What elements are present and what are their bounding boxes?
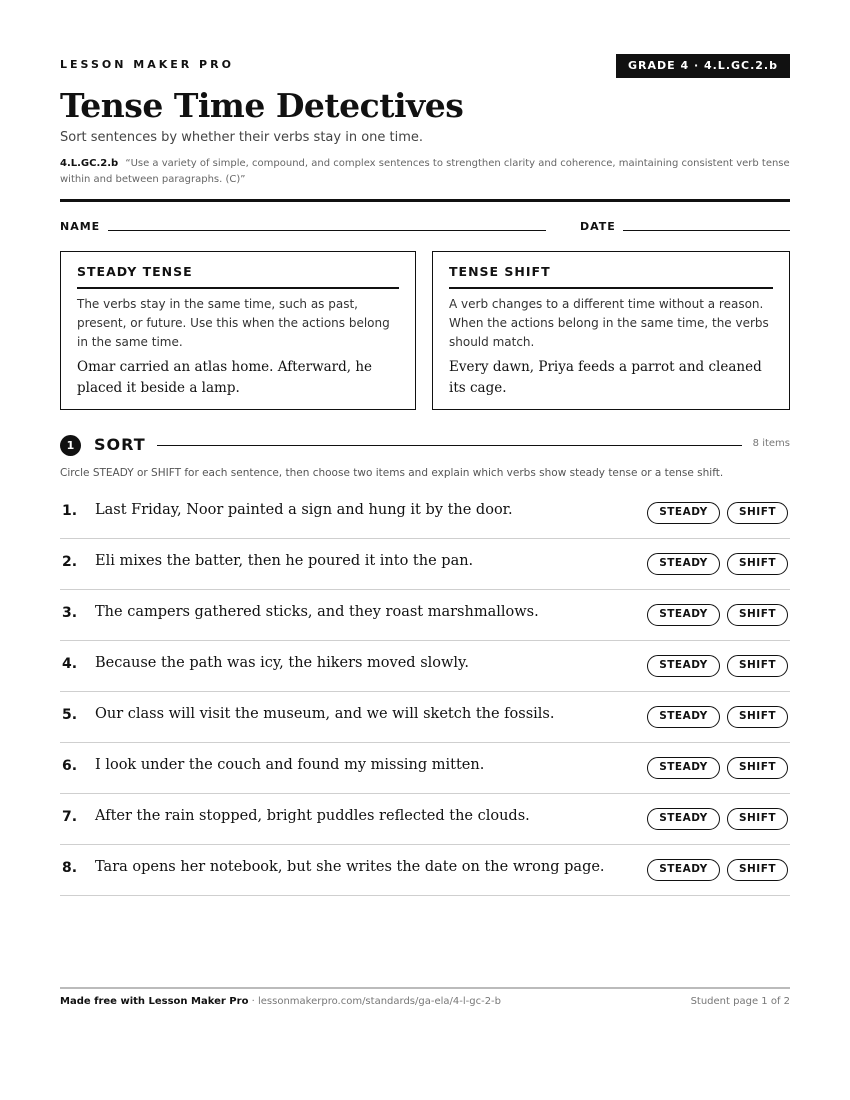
section-title: SORT xyxy=(94,435,146,454)
box-description: A verb changes to a different time without a reason. When the actions belong in the same time, the verbs should match. xyxy=(449,297,769,349)
sort-item xyxy=(60,692,790,743)
footer-url[interactable]: · lessonmakerpro.com/standards/ga-ela/4-l-gc-2-b xyxy=(248,996,502,1007)
sort-item xyxy=(60,641,790,692)
item-sentence: Eli mixes the batter, then he poured it into the pan. xyxy=(95,553,474,569)
sort-item xyxy=(60,488,790,539)
box-divider xyxy=(77,287,399,289)
shift-choice[interactable]: SHIFT xyxy=(727,604,788,626)
sort-item xyxy=(60,794,790,845)
shift-choice[interactable]: SHIFT xyxy=(727,757,788,779)
steady-choice[interactable]: STEADY xyxy=(647,706,720,728)
box-example: Every dawn, Priya feeds a parrot and cleaned its cage. xyxy=(449,359,762,396)
name-date-row xyxy=(60,219,790,235)
shift-choice[interactable]: SHIFT xyxy=(727,706,788,728)
item-sentence: Tara opens her notebook, but she writes the date on the wrong page. xyxy=(95,859,605,875)
standard-statement xyxy=(60,156,790,188)
steady-choice[interactable]: STEADY xyxy=(647,808,720,830)
steady-choice[interactable]: STEADY xyxy=(647,859,720,881)
date-field[interactable] xyxy=(623,230,790,231)
tense-shift-box xyxy=(432,251,790,410)
steady-choice[interactable]: STEADY xyxy=(647,655,720,677)
item-sentence: Because the path was icy, the hikers moved slowly. xyxy=(95,655,469,671)
sort-item xyxy=(60,743,790,794)
item-number: 1. xyxy=(62,503,78,519)
header-divider xyxy=(60,199,790,202)
shift-choice[interactable]: SHIFT xyxy=(727,859,788,881)
sort-items-list xyxy=(60,488,790,896)
sort-item xyxy=(60,539,790,590)
brand-name: LESSON MAKER PRO xyxy=(60,58,234,71)
item-number: 5. xyxy=(62,707,78,723)
footer-page-number: Student page 1 of 2 xyxy=(690,996,790,1007)
standard-text: “Use a variety of simple, compound, and complex sentences to strengthen clarity and coherence, maintaining consistent verb tense within and between paragraphs. (C)” xyxy=(60,158,790,185)
item-number: 6. xyxy=(62,758,78,774)
worksheet-page xyxy=(60,0,790,1100)
name-field[interactable] xyxy=(108,230,546,231)
item-sentence: Our class will visit the museum, and we will sketch the fossils. xyxy=(95,706,555,722)
section-header xyxy=(60,434,790,456)
section-number-badge: 1 xyxy=(60,435,81,456)
steady-tense-box xyxy=(60,251,416,410)
item-count: 8 items xyxy=(752,438,790,449)
page-title: Tense Time Detectives xyxy=(60,86,464,125)
footer-divider xyxy=(60,987,790,989)
section-divider xyxy=(157,445,742,446)
item-sentence: After the rain stopped, bright puddles reflected the clouds. xyxy=(95,808,530,824)
box-example: Omar carried an atlas home. Afterward, he placed it beside a lamp. xyxy=(77,359,373,396)
item-sentence: Last Friday, Noor painted a sign and hung it by the door. xyxy=(95,502,513,518)
box-description: The verbs stay in the same time, such as past, present, or future. Use this when the actions belong in the same time. xyxy=(77,297,390,349)
item-number: 7. xyxy=(62,809,78,825)
shift-choice[interactable]: SHIFT xyxy=(727,808,788,830)
steady-choice[interactable]: STEADY xyxy=(647,553,720,575)
item-number: 8. xyxy=(62,860,78,876)
box-divider xyxy=(449,287,773,289)
item-number: 2. xyxy=(62,554,78,570)
box-heading: STEADY TENSE xyxy=(77,264,193,279)
section-instructions: Circle STEADY or SHIFT for each sentence, then choose two items and explain which verbs show steady tense or a tense shift. xyxy=(60,467,724,479)
date-label: DATE xyxy=(580,220,616,233)
sort-item xyxy=(60,845,790,896)
shift-choice[interactable]: SHIFT xyxy=(727,502,788,524)
grade-badge: GRADE 4 · 4.L.GC.2.b xyxy=(616,54,790,78)
sort-item xyxy=(60,590,790,641)
item-number: 3. xyxy=(62,605,78,621)
steady-choice[interactable]: STEADY xyxy=(647,502,720,524)
item-sentence: The campers gathered sticks, and they roast marshmallows. xyxy=(95,604,539,620)
shift-choice[interactable]: SHIFT xyxy=(727,655,788,677)
footer-credit xyxy=(60,996,501,1007)
footer-made-with: Made free with Lesson Maker Pro xyxy=(60,996,249,1007)
page-subtitle: Sort sentences by whether their verbs stay in one time. xyxy=(60,130,424,145)
item-sentence: I look under the couch and found my missing mitten. xyxy=(95,757,485,773)
shift-choice[interactable]: SHIFT xyxy=(727,553,788,575)
name-label: NAME xyxy=(60,220,101,233)
box-heading: TENSE SHIFT xyxy=(449,264,551,279)
steady-choice[interactable]: STEADY xyxy=(647,604,720,626)
standard-code: 4.L.GC.2.b xyxy=(60,158,119,169)
item-number: 4. xyxy=(62,656,78,672)
steady-choice[interactable]: STEADY xyxy=(647,757,720,779)
